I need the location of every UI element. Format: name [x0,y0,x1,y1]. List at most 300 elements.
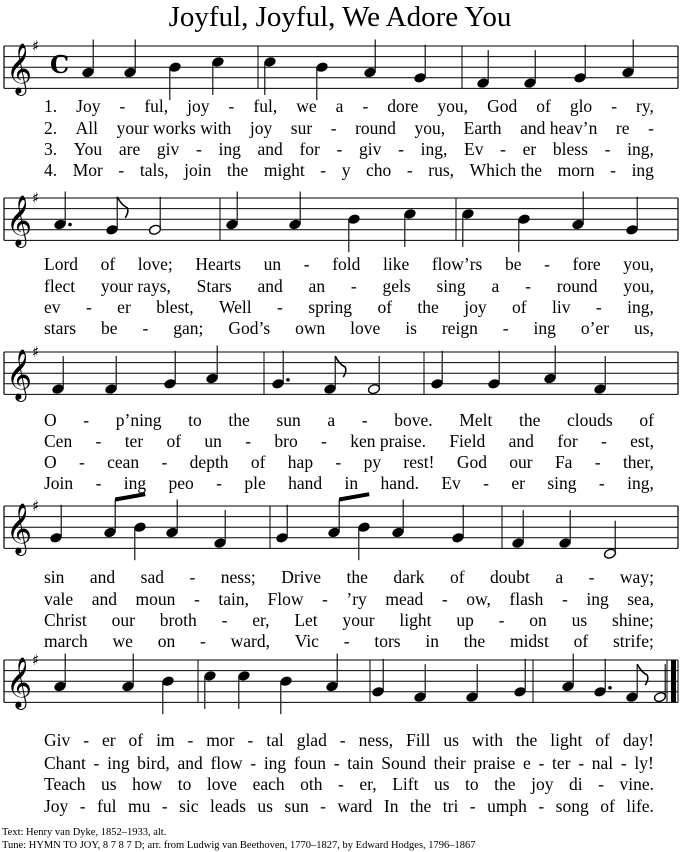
lyric-syllable: song [555,796,589,816]
lyric-syllable: hand. [380,473,419,493]
note [413,664,426,703]
lyric-syllable: flow’rs [431,254,483,274]
lyric-syllable: on [529,610,547,630]
lyric-syllable: - [245,431,252,451]
lyric-syllable: - [502,318,509,338]
lyric-syllable: - [469,796,476,816]
note [621,40,634,79]
lyric-syllable: a [555,567,564,587]
note [148,197,161,236]
lyric-syllable: - [320,796,326,816]
lyric-syllable: to [188,410,202,430]
note [133,521,146,560]
lyric-syllable: Drive [281,567,322,587]
lyric-syllable: - [95,431,102,451]
lyric-syllable: - [350,276,357,296]
lyric-syllable: are [118,139,141,159]
lyric-line [44,118,654,138]
lyric-line [44,254,654,274]
lyric-syllable: ful, [253,96,278,116]
lyric-syllable: hand [288,473,323,493]
lyric-syllable: be [101,318,118,338]
lyric-line [44,96,654,116]
lyric-syllable: God [456,452,487,472]
lyric-syllable: ing [123,473,147,493]
note [288,192,301,231]
lyric-syllable: - [193,589,200,609]
lyric-syllable: of [600,796,615,816]
lyric-syllable: reign [441,318,478,338]
lyric-syllable: - [620,753,627,773]
lyric-syllable: Lord [44,254,79,274]
lyric-syllable: Sound [381,753,426,773]
lyric-syllable: - [95,473,102,493]
beam [115,494,145,499]
lyric-syllable: ing, [420,139,448,159]
augmentation-dot [68,223,72,227]
lyric-syllable: cho [366,160,392,180]
lyric-syllable: you, [623,254,654,274]
lyric-syllable: ing [218,139,241,159]
lyric-syllable: - [322,589,328,609]
lyric-line [44,774,654,794]
lyric-line [44,318,654,338]
lyric-syllable: - [195,139,202,159]
lyric-syllable: of [250,452,266,472]
lyric-syllable: ful [97,796,117,816]
lyric-syllable: depth [189,452,229,472]
lyric-syllable: own [295,318,326,338]
lyric-syllable: - [247,730,254,750]
lyric-syllable: Joy [76,96,101,116]
note [403,208,416,247]
lyric-syllable: stars [44,318,77,338]
lyric-syllable: - [303,254,310,274]
lyric-syllable: tain, [218,589,249,609]
lyric-syllable: tal [266,730,284,750]
lyric-syllable: - [161,796,168,816]
lyric-syllable: of [449,567,465,587]
lyric-syllable: Vic [294,631,319,651]
lyric-syllable: - [578,753,585,773]
lyric-syllable: mu [127,796,151,816]
augmentation-dot [608,686,612,690]
lyric-syllable: vine. [619,774,654,794]
lyric-syllable: broth [159,610,197,630]
note [371,659,384,698]
lyric-syllable: hap [287,452,314,472]
lyric-syllable: ing, [627,139,654,159]
lyric-syllable: us [101,774,117,794]
lyric-syllable: Which the [469,160,543,180]
treble-clef-icon: 𝄞 [6,43,33,94]
lyric-syllable: praise [473,753,516,773]
lyric-syllable: Hearts [195,254,242,274]
lyric-syllable: - [595,297,602,317]
lyric-syllable: est, [630,431,654,451]
lyric-syllable: sun [284,796,309,816]
lyric-syllable: love [206,774,238,794]
lyric-syllable: us [257,796,273,816]
lyric-syllable: ness, [358,730,394,750]
lyric-syllable: of [128,730,144,750]
lyric-syllable: sing [436,276,466,296]
lyric-syllable: ward, [230,631,270,651]
lyric-syllable: rus, [428,160,455,180]
time-signature: C [50,50,70,79]
lyric-syllable: - [611,96,618,116]
lyric-syllable: Melt [459,410,493,430]
lyric-syllable: er [511,473,525,493]
lyric-syllable: foun [293,753,326,773]
note [121,654,134,693]
lyric-syllable: and [508,431,534,451]
note [517,213,530,252]
lyric-syllable: Ev [464,139,484,159]
note [263,56,276,95]
lyric-syllable: ing [263,753,287,773]
lyric-syllable: Christ [44,610,87,630]
lyric-syllable: with [471,730,503,750]
lyric-line [44,297,654,317]
note [123,40,136,79]
lyric-syllable: Lift [392,774,419,794]
lyric-syllable: - [119,96,126,116]
note [81,40,94,79]
lyric-syllable: er, [359,774,377,794]
lyric-syllable: you, [437,96,469,116]
lyric-syllable: on [157,631,176,651]
note [573,45,586,84]
lyric-syllable: ing [107,753,130,773]
lyric-syllable: your works with [116,118,232,138]
lyric-syllable: - [85,297,92,317]
lyric-syllable: sic [179,796,199,816]
hymn-title: Joyful, Joyful, We Adore You [168,1,512,33]
lyric-syllable: cean [107,452,140,472]
lyric-syllable: is [405,318,417,338]
lyric-syllable: doubt [490,567,530,587]
lyric-syllable: ow, [466,589,491,609]
lyric-syllable: our [509,452,533,472]
lyric-syllable: - [187,730,194,750]
lyric-syllable: round [556,276,598,296]
note [205,346,218,385]
lyric-syllable: you, [623,276,654,296]
lyric-syllable: 2. [44,118,58,138]
sharp-icon: ♯ [32,497,40,515]
lyric-syllable: - [343,631,350,651]
lyric-syllable: of [166,431,182,451]
lyric-line [44,160,654,180]
note [275,505,288,544]
note [625,664,648,703]
lyric-syllable: like [382,254,410,274]
note [561,654,574,693]
lyric-syllable: an [308,276,326,296]
note [465,664,478,703]
lyric-syllable: - [561,589,568,609]
lyric-syllable: - [228,96,235,116]
lyric-line [44,473,654,493]
lyric-line [44,631,654,651]
lyric-syllable: - [330,118,337,138]
lyric-syllable: us [443,730,459,750]
eighth-flag [335,356,346,377]
lyric-syllable: ful, [144,96,169,116]
lyric-syllable: Well [219,297,252,317]
lyric-syllable: for [557,431,578,451]
note [325,654,338,693]
lyric-syllable: to [177,774,192,794]
note [413,45,426,84]
lyric-syllable: rest! [403,452,435,472]
note [51,356,64,395]
lyric-syllable: sun [276,410,301,430]
lyric-syllable: tors [374,631,401,651]
lyric-syllable: tain [347,753,374,773]
tune-credit: Tune: HYMN TO JOY, 8 7 8 7 D; arr. from Ludwig van Beethoven, 1770–1827, by Edward Hodges, 1796–1867 [2,840,476,851]
lyric-syllable: dore [387,96,419,116]
note [363,40,376,79]
note [571,192,584,231]
lyric-syllable: - [339,730,346,750]
lyric-syllable: clouds [567,410,613,430]
lyric-syllable: a [491,276,500,296]
lyric-syllable: un [263,254,282,274]
lyric-syllable: In [383,796,399,816]
lyric-syllable: Let [294,610,318,630]
lyric-syllable: for [299,139,320,159]
lyric-syllable: - [335,452,342,472]
lyric-syllable: blest, [156,297,194,317]
lyric-syllable: liv [551,297,571,317]
beam [339,494,369,499]
lyric-line [44,730,654,750]
note [279,675,292,714]
lyric-syllable: mead [385,589,424,609]
lyric-syllable: - [216,473,222,493]
lyric-line [44,410,654,430]
lyric-syllable: - [199,631,206,651]
note [476,50,489,89]
lyric-syllable: vale [44,589,74,609]
lyric-syllable: - [333,753,340,773]
lyric-syllable: we [112,631,133,651]
lyric-syllable: of [573,631,589,651]
lyric-syllable: flash [509,589,544,609]
lyric-syllable: er [522,139,537,159]
lyric-syllable: - [441,589,448,609]
lyric-syllable: - [610,160,616,180]
lyric-syllable: sur [290,118,313,138]
note [558,510,571,549]
lyric-syllable: gels [382,276,411,296]
lyric-syllable: er, [252,610,270,630]
lyric-line [44,139,654,159]
lyric-syllable: up [456,610,474,630]
lyric-syllable: You [73,139,103,159]
lyric-syllable: tri [442,796,459,816]
lyric-syllable: to [465,774,479,794]
lyric-syllable: bird, [137,753,170,773]
lyric-syllable: Fill [406,730,431,750]
lyric-syllable: and [91,589,117,609]
lyric-syllable: life. [626,796,654,816]
lyric-syllable: - [604,139,611,159]
note [165,500,178,539]
lyric-syllable: your rays, [100,276,171,296]
lyric-syllable: - [277,297,283,317]
lyric-syllable: us, [633,318,654,338]
lyric-syllable: ter [124,431,144,451]
lyric-syllable: spring [308,297,353,317]
lyric-syllable: joy [249,118,273,138]
lyric-syllable: fold [332,254,361,274]
note [653,664,666,703]
lyric-syllable: - [588,567,595,587]
lyric-syllable: Earth [463,118,502,138]
lyric-syllable: giv [156,139,180,159]
lyric-syllable: - [321,431,327,451]
note [347,213,360,252]
lyric-syllable: and [177,753,203,773]
augmentation-dot [286,378,290,382]
lyric-syllable: Field [449,431,486,451]
lyric-syllable: and heav’n [520,118,598,138]
lyric-syllable: - [79,796,86,816]
note [513,659,526,698]
lyric-syllable: - [498,610,505,630]
lyric-syllable: ken praise. [350,431,426,451]
lyric-syllable: ing, [627,473,654,493]
note [367,356,380,395]
note [315,61,328,100]
lyric-syllable: ther, [622,452,654,472]
lyric-syllable: e [522,753,531,773]
lyric-syllable: - [118,160,125,180]
note [213,510,226,549]
lyric-syllable: and [257,276,283,296]
lyric-syllable: py [363,452,382,472]
lyric-syllable: the [346,567,368,587]
lyric-syllable: bove. [394,410,433,430]
lyric-syllable: - [406,160,413,180]
lyric-syllable: your [342,610,375,630]
lyric-syllable: - [221,610,228,630]
staff-system-4 [4,494,678,560]
lyric-syllable: us [571,610,588,630]
lyric-syllable: di [568,774,583,794]
note [53,192,71,231]
lyric-syllable: ’ry [346,589,367,609]
lyric-syllable: bless [552,139,588,159]
lyric-syllable: giv [359,139,382,159]
lyric-syllable: in [425,631,439,651]
treble-clef-icon: 𝄞 [6,349,33,400]
lyric-syllable: 4. [44,160,58,180]
lyric-syllable: the [409,796,432,816]
lyric-syllable: light [550,730,583,750]
lyric-syllable: Ev [441,473,461,493]
lyric-syllable: sing [547,473,577,493]
lyric-syllable: o’er [580,318,610,338]
lyric-syllable: and [257,139,283,159]
lyric-syllable: - [398,139,404,159]
lyric-syllable: O [44,452,57,472]
lyric-syllable: the [515,730,538,750]
note [451,505,464,544]
lyric-syllable: our [111,610,135,630]
lyric-syllable: Teach [44,774,86,794]
lyric-syllable: - [78,452,85,472]
lyric-syllable: ev [44,297,61,317]
lyric-syllable: - [362,96,369,116]
note [237,670,250,709]
lyric-syllable: - [250,753,257,773]
lyric-syllable: flect [44,276,76,296]
lyric-syllable: God’s [228,318,271,338]
lyric-syllable: umph [487,796,527,816]
lyric-syllable: - [594,452,601,472]
lyric-syllable: - [93,753,100,773]
lyric-syllable: day! [622,730,654,750]
staff-system-3 [4,343,678,402]
lyric-syllable: each [252,774,285,794]
lyric-syllable: - [361,410,368,430]
lyric-syllable: - [336,139,343,159]
lyric-syllable: All [75,118,99,138]
lyric-syllable: you, [414,118,446,138]
note [53,654,66,693]
lyric-syllable: oth [300,774,323,794]
lyric-syllable: - [538,753,545,773]
lyric-syllable: sad [140,567,164,587]
lyric-syllable: er [117,297,131,317]
lyric-syllable: be [504,254,522,274]
lyric-syllable: ward [337,796,373,816]
lyric-syllable: fore [572,254,601,274]
lyric-syllable: gan; [173,318,204,338]
lyric-syllable: ple [244,473,266,493]
lyric-syllable: morn [557,160,595,180]
lyric-syllable: - [142,318,149,338]
lyric-syllable: Stars [196,276,232,296]
lyric-line [44,753,654,773]
lyric-syllable: - [538,796,545,816]
note [391,500,404,539]
lyric-syllable: - [338,774,344,794]
lyric-syllable: ter [552,753,571,773]
note [163,351,176,390]
eighth-flag [117,197,128,218]
note [461,208,474,247]
lyric-syllable: - [544,254,550,274]
lyric-line [44,796,654,816]
note [487,351,500,390]
lyric-syllable: in [344,473,359,493]
lyric-syllable: O [44,410,57,430]
note [357,521,370,560]
lyric-syllable: we [296,96,317,116]
lyric-syllable: the [463,631,486,651]
lyric-syllable: ly! [634,753,654,773]
text-credit: Text: Henry van Dyke, 1852–1933, alt. [2,827,167,838]
lyric-line [44,276,654,296]
lyric-syllable: sin [44,567,65,587]
lyric-syllable: - [320,160,327,180]
note [625,197,638,236]
